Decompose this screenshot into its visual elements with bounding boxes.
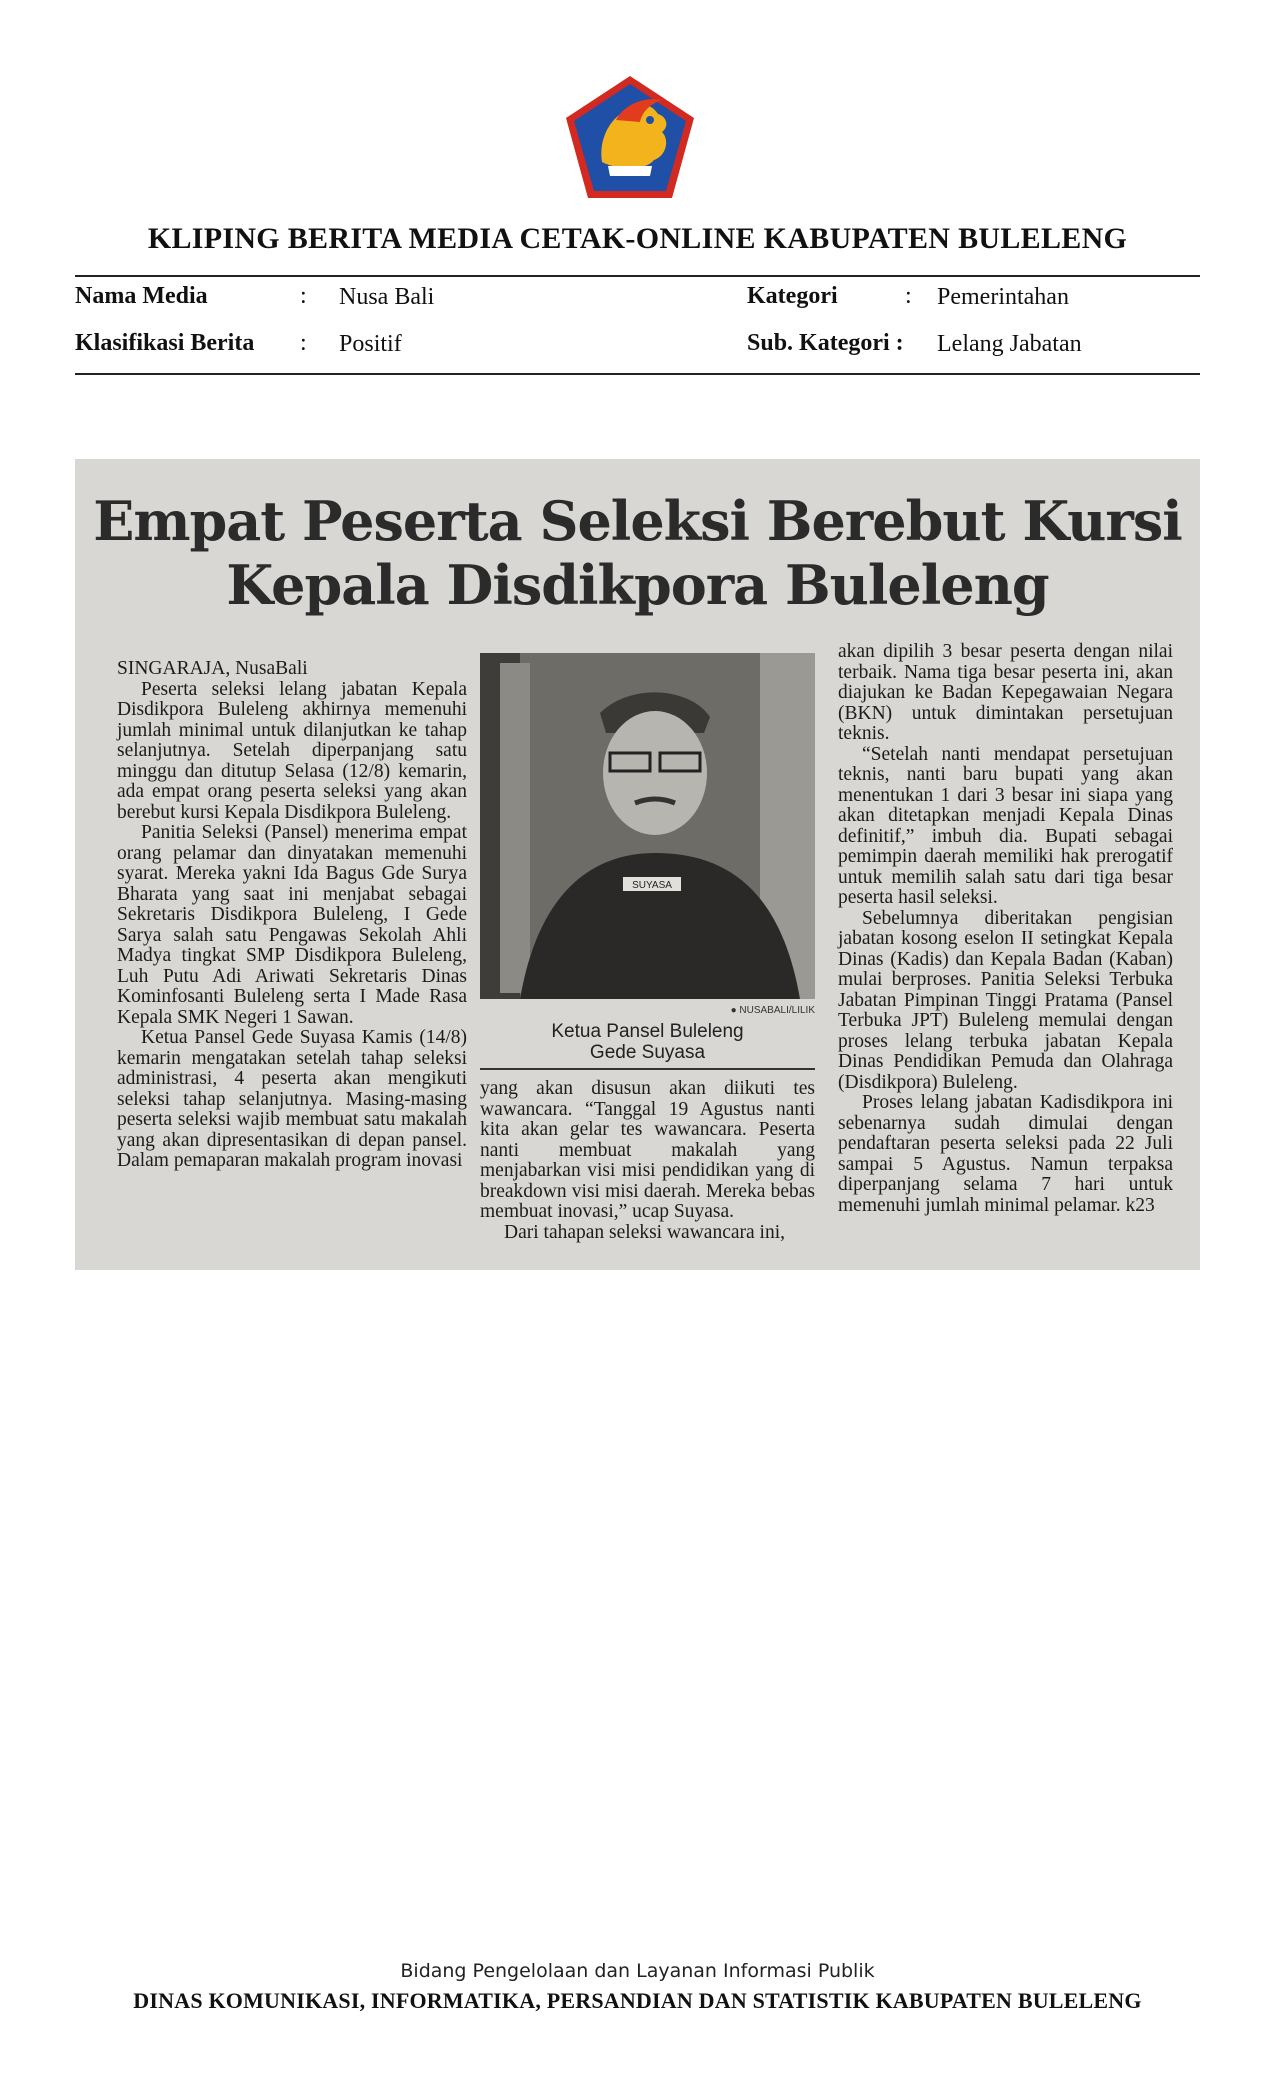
footer-division: Bidang Pengelolaan dan Layanan Informasi Publik bbox=[400, 1960, 875, 1982]
paragraph: Ketua Pansel Gede Suyasa Kamis (14/8) kemarin mengatakan setelah tahap seleksi administrasi, 4 peserta akan mengikuti seleksi tahap selanjutnya. Masing-masing peserta seleksi wajib membuat satu makalah yang akan dipresentasikan di depan pansel. Dalam pemaparan makalah program inovasi bbox=[117, 1027, 467, 1171]
article-column-2 bbox=[480, 1079, 815, 1243]
header-divider bbox=[75, 275, 1200, 277]
subkategori-label: Sub. Kategori : bbox=[747, 330, 904, 356]
caption-line-1: Ketua Pansel Buleleng bbox=[551, 1021, 744, 1042]
headline-line-1: Empat Peserta Seleksi Berebut Kursi bbox=[93, 489, 1182, 553]
article-headline bbox=[75, 489, 1200, 617]
paragraph: akan dipilih 3 besar peserta dengan nilai terbaik. Nama tiga besar peserta ini, akan diajukan ke Badan Kepegawaian Negara (BKN) untuk dimintakan persetujuan teknis. bbox=[838, 641, 1173, 744]
klasifikasi-value: Positif bbox=[339, 331, 402, 357]
paragraph: “Setelah nanti mendapat persetujuan teknis, nanti baru bupati yang akan menentukan 1 dari 3 besar ini siapa yang akan ditetapkan menjadi Kepala Dinas definitif,” imbuh dia. Bupati sebagai pemimpin daerah memiliki hak prerogatif untuk memilih salah satu dari tiga besar peserta hasil seleksi. bbox=[838, 743, 1173, 908]
photo-caption bbox=[480, 1021, 815, 1063]
photo-credit: ● NUSABALI/LILIK bbox=[730, 1005, 815, 1016]
subkategori-value: Lelang Jabatan bbox=[937, 331, 1082, 357]
paragraph: yang akan disusun akan diikuti tes wawancara. “Tanggal 19 Agustus nanti kita akan gelar tes wawancara. Peserta nanti membuat makalah yang menjabarkan visi misi pendidikan yang di breakdown visi misi daerah. Mereka bebas membuat inovasi,” ucap Suyasa. bbox=[480, 1078, 815, 1222]
klasifikasi-label: Klasifikasi Berita bbox=[75, 330, 255, 356]
article-column-1 bbox=[117, 659, 467, 1172]
meta-divider bbox=[75, 373, 1200, 375]
media-label: Nama Media bbox=[75, 283, 208, 309]
paragraph: Peserta seleksi lelang jabatan Kepala Disdikpora Buleleng akhirnya memenuhi jumlah minimal untuk dilanjutkan ke tahap selanjutnya. Setelah diperpanjang satu minggu dan ditutup Selasa (12/8) kemarin, ada empat orang peserta seleksi yang akan berebut kursi Kepala Disdikpora Buleleng. bbox=[117, 678, 467, 823]
caption-underline bbox=[480, 1068, 815, 1070]
footer-agency: DINAS KOMUNIKASI, INFORMATIKA, PERSANDIAN DAN STATISTIK KABUPATEN BULELENG bbox=[133, 1988, 1142, 2013]
media-colon: : bbox=[300, 283, 307, 309]
name-badge: SUYASA bbox=[632, 880, 672, 891]
paragraph: Panitia Seleksi (Pansel) menerima empat orang pelamar dan dinyatakan memenuhi syarat. Mereka yakni Ida Bagus Gde Surya Bharata yang saat ini menjabat sebagai Sekretaris Disdikpora Buleleng, I Gede Sarya salah satu Pengawas Sekolah Ahli Madya tingkat SMP Disdikpora Buleleng, Luh Putu Adi Ariwati Sekretaris Dinas Kominfosanti Buleleng serta I Made Rasa Kepala SMK Negeri 1 Sawan. bbox=[117, 822, 467, 1028]
article-column-3 bbox=[838, 642, 1173, 1216]
kategori-colon: : bbox=[905, 283, 912, 309]
media-value: Nusa Bali bbox=[339, 284, 435, 310]
klasifikasi-colon: : bbox=[300, 330, 307, 356]
paragraph: Dari tahapan seleksi wawancara ini, bbox=[504, 1221, 785, 1243]
paragraph: Proses lelang jabatan Kadisdikpora ini sebenarnya sudah dimulai dengan pendaftaran peserta seleksi pada 22 Juli sampai 5 Agustus. Namun terpaksa diperpanjang selama 7 hari untuk memenuhi jumlah minimal pelamar. k23 bbox=[838, 1092, 1173, 1216]
caption-line-2: Gede Suyasa bbox=[589, 1042, 706, 1063]
article-photo bbox=[480, 653, 815, 999]
paragraph: Sebelumnya diberitakan pengisian jabatan kosong eselon II setingkat Kepala Dinas (Kadis) dan Kepala Badan (Kaban) mulai berproses. Panitia Seleksi Terbuka Jabatan Pimpinan Tinggi Pratama (Pansel Terbuka JPT) Buleleng memulai dengan proses lelang terbuka jabatan Kepala Dinas Pendidikan Pemuda dan Olahraga (Disdikpora) Buleleng. bbox=[838, 907, 1173, 1093]
dateline: SINGARAJA, NusaBali bbox=[117, 658, 308, 679]
headline-line-2: Kepala Disdikpora Buleleng bbox=[226, 553, 1049, 617]
newspaper-clipping bbox=[75, 459, 1200, 1270]
page-title: KLIPING BERITA MEDIA CETAK-ONLINE KABUPATEN BULELENG bbox=[147, 222, 1128, 255]
buleleng-emblem-logo bbox=[562, 74, 698, 202]
kategori-value: Pemerintahan bbox=[937, 284, 1069, 310]
kategori-label: Kategori bbox=[747, 283, 838, 309]
